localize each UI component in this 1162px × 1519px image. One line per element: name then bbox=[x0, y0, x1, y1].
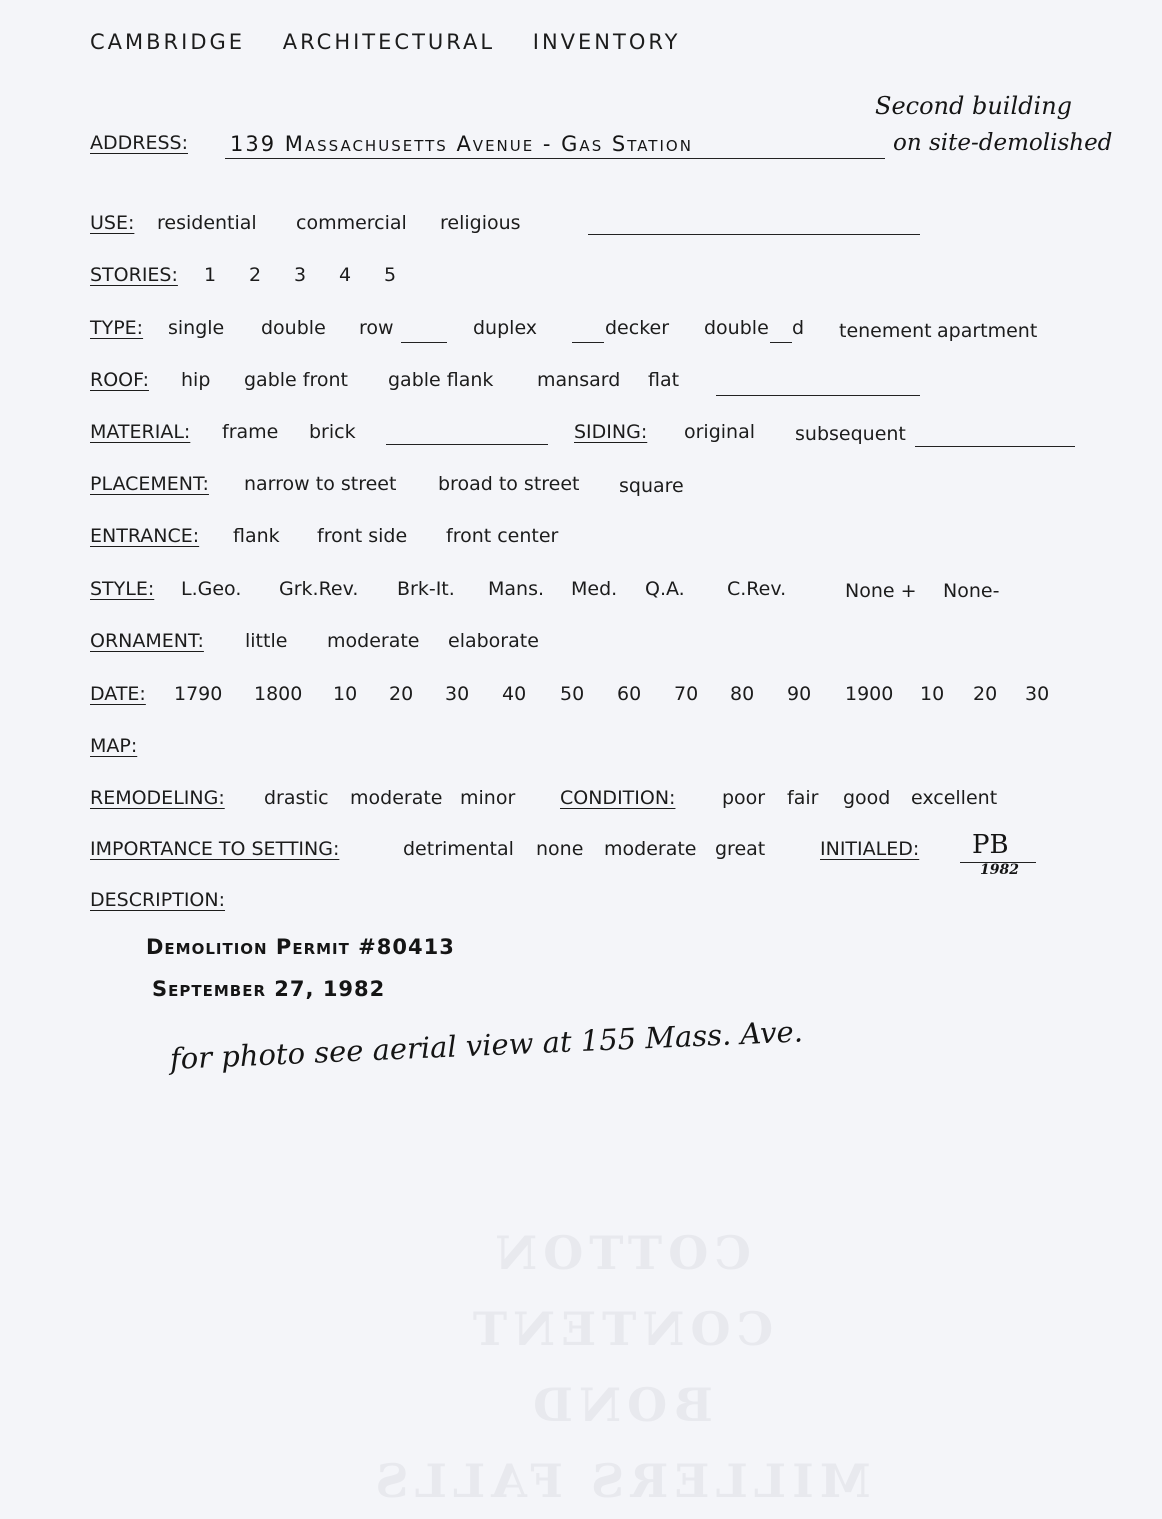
style-option: None + bbox=[845, 580, 917, 602]
placement-label: PLACEMENT: bbox=[90, 473, 209, 495]
remodeling-option: moderate bbox=[350, 787, 443, 809]
material-option: frame bbox=[222, 421, 279, 443]
style-option: Med. bbox=[571, 578, 618, 600]
stories-label: STORIES: bbox=[90, 264, 178, 286]
address-label: ADDRESS: bbox=[90, 132, 188, 154]
roof-option: hip bbox=[181, 369, 211, 391]
stories-option: 1 bbox=[204, 264, 217, 286]
placement-option: square bbox=[619, 475, 684, 497]
ornament-option: elaborate bbox=[448, 630, 539, 652]
date-option: 80 bbox=[730, 683, 755, 705]
style-option: Mans. bbox=[488, 578, 545, 600]
type-option: row bbox=[359, 317, 394, 339]
entrance-option: front center bbox=[446, 525, 559, 547]
initialed-label: INITIALED: bbox=[820, 838, 920, 860]
type-label: TYPE: bbox=[90, 317, 144, 339]
date-option: 70 bbox=[674, 683, 699, 705]
ornament-label: ORNAMENT: bbox=[90, 630, 204, 652]
placement-option: narrow to street bbox=[244, 473, 397, 495]
placement-option: broad to street bbox=[438, 473, 580, 495]
importance-option: great bbox=[715, 838, 766, 860]
roof-label: ROOF: bbox=[90, 369, 149, 391]
style-label: STYLE: bbox=[90, 578, 155, 600]
type-option: double bbox=[704, 317, 769, 339]
importance-option: none bbox=[536, 838, 584, 860]
condition-option: excellent bbox=[911, 787, 998, 809]
type-blank bbox=[770, 324, 792, 343]
condition-label: CONDITION: bbox=[560, 787, 676, 809]
date-option: 1790 bbox=[174, 683, 223, 705]
entrance-option: front side bbox=[317, 525, 408, 547]
type-option: duplex bbox=[473, 317, 538, 339]
address-note-line2: on site-demolished bbox=[893, 130, 1113, 156]
use-option: commercial bbox=[296, 212, 407, 234]
style-option: C.Rev. bbox=[727, 578, 787, 600]
date-option: 30 bbox=[1025, 683, 1050, 705]
stories-option: 2 bbox=[249, 264, 262, 286]
date-option: 1800 bbox=[254, 683, 303, 705]
condition-option: good bbox=[843, 787, 891, 809]
stories-option: 5 bbox=[384, 264, 397, 286]
paper-watermark: COTTON CONTENT BOND MILLERS FALLS bbox=[369, 1226, 871, 1508]
style-option: Grk.Rev. bbox=[279, 578, 359, 600]
date-option: 90 bbox=[787, 683, 812, 705]
siding-option: original bbox=[684, 421, 756, 443]
ornament-option: little bbox=[245, 630, 288, 652]
description-label: DESCRIPTION: bbox=[90, 889, 226, 911]
roof-option: gable front bbox=[244, 369, 348, 391]
date-option: 20 bbox=[389, 683, 414, 705]
stories-option: 4 bbox=[339, 264, 352, 286]
stories-option: 3 bbox=[294, 264, 307, 286]
address-note-line1: Second building bbox=[875, 92, 1073, 120]
remodeling-option: drastic bbox=[264, 787, 329, 809]
roof-option: flat bbox=[648, 369, 680, 391]
use-blank bbox=[588, 216, 920, 235]
roof-option: gable flank bbox=[388, 369, 494, 391]
material-option: brick bbox=[309, 421, 356, 443]
remodeling-option: minor bbox=[460, 787, 516, 809]
date-option: 10 bbox=[333, 683, 358, 705]
type-blank bbox=[572, 324, 604, 343]
type-option: double bbox=[261, 317, 326, 339]
style-option: Q.A. bbox=[645, 578, 685, 600]
remodeling-label: REMODELING: bbox=[90, 787, 225, 809]
siding-option: subsequent bbox=[795, 423, 906, 445]
date-option: 50 bbox=[560, 683, 585, 705]
roof-option: mansard bbox=[537, 369, 621, 391]
date-option: 30 bbox=[445, 683, 470, 705]
use-option: religious bbox=[440, 212, 521, 234]
type-blank bbox=[401, 324, 447, 343]
style-option: L.Geo. bbox=[181, 578, 242, 600]
type-option: single bbox=[168, 317, 225, 339]
material-label: MATERIAL: bbox=[90, 421, 191, 443]
importance-option: detrimental bbox=[403, 838, 514, 860]
date-option: 1900 bbox=[845, 683, 894, 705]
use-label: USE: bbox=[90, 212, 135, 234]
importance-option: moderate bbox=[604, 838, 697, 860]
ornament-option: moderate bbox=[327, 630, 420, 652]
entrance-option: flank bbox=[233, 525, 280, 547]
date-option: 10 bbox=[920, 683, 945, 705]
date-option: 40 bbox=[502, 683, 527, 705]
address-value: 139 Massachusetts Avenue - Gas Station bbox=[230, 132, 693, 156]
initialed-year-handwritten: 1982 bbox=[980, 862, 1019, 878]
date-label: DATE: bbox=[90, 683, 146, 705]
siding-label: SIDING: bbox=[574, 421, 648, 443]
material-blank bbox=[386, 426, 548, 445]
importance-label: IMPORTANCE TO SETTING: bbox=[90, 838, 340, 860]
description-permit: Demolition Permit #80413 bbox=[146, 935, 455, 959]
condition-option: poor bbox=[722, 787, 766, 809]
date-option: 60 bbox=[617, 683, 642, 705]
type-option: d bbox=[792, 317, 805, 339]
siding-blank bbox=[915, 428, 1075, 447]
roof-blank bbox=[716, 377, 920, 396]
date-option: 20 bbox=[973, 683, 998, 705]
type-option: apartment bbox=[937, 320, 1038, 342]
address-underline bbox=[225, 140, 885, 159]
description-photo-note: for photo see aerial view at 155 Mass. Ave. bbox=[169, 1014, 804, 1076]
form-title: CAMBRIDGE ARCHITECTURAL INVENTORY bbox=[90, 30, 681, 54]
type-option: tenement bbox=[839, 320, 932, 342]
initials-handwritten: PB bbox=[972, 830, 1009, 860]
map-label: MAP: bbox=[90, 735, 138, 757]
description-date: September 27, 1982 bbox=[152, 977, 386, 1001]
style-option: None- bbox=[943, 580, 1000, 602]
type-option: decker bbox=[605, 317, 670, 339]
style-option: Brk-It. bbox=[397, 578, 455, 600]
condition-option: fair bbox=[787, 787, 819, 809]
entrance-label: ENTRANCE: bbox=[90, 525, 200, 547]
use-option: residential bbox=[157, 212, 257, 234]
